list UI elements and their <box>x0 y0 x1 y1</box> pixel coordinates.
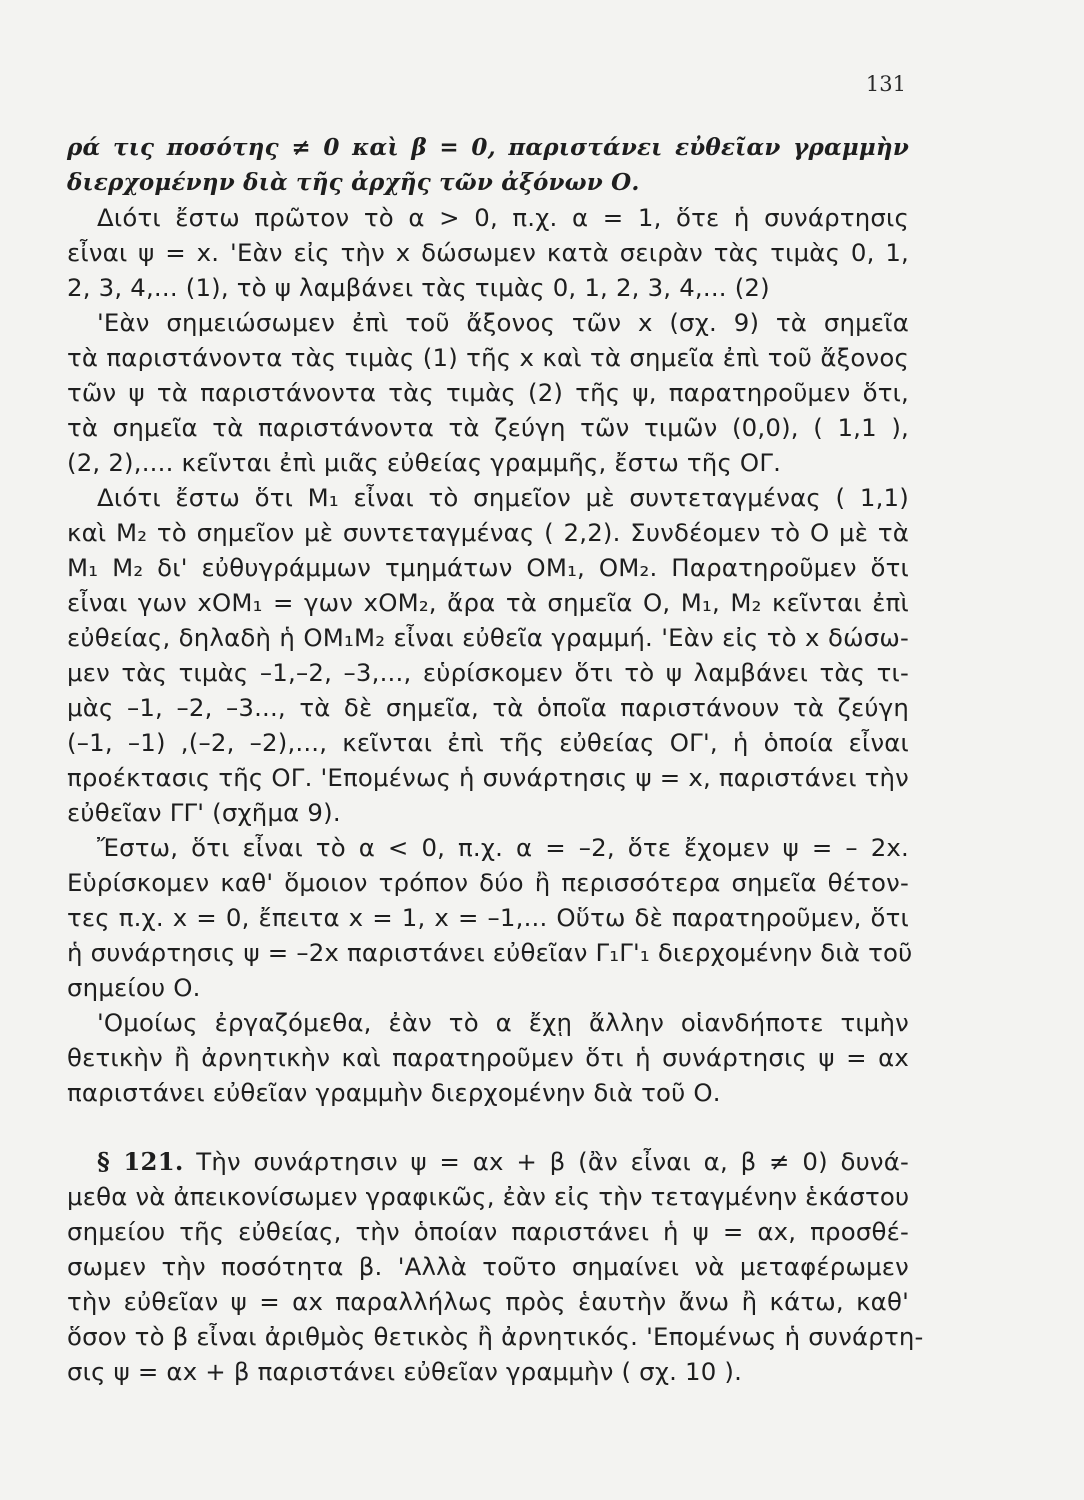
main-text-block <box>67 130 913 1110</box>
section-text-line: ὅσον τὸ β εἶναι ἀριθμὸς θετικὸς ἢ ἀρνητικός. 'Επομένως ἡ συνάρτη- <box>67 1322 924 1351</box>
text-line: Διότι ἔστω πρῶτον τὸ α > 0, π.χ. α = 1, ὅτε ἡ συνάρτησις <box>97 203 909 232</box>
text-line: Εὑρίσκομεν καθ' ὅμοιον τρόπον δύο ἢ περισσότερα σημεῖα θέτον- <box>67 868 909 897</box>
text-line: εὐθεῖαν ΓΓ' (σχῆμα 9). <box>67 798 341 827</box>
text-line: τῶν ψ τὰ παριστάνοντα τὰς τιμὰς (2) τῆς ψ, παρατηροῦμεν ὅτι, <box>67 378 909 407</box>
page-number: 131 <box>865 72 906 96</box>
text-line: σημείου Ο. <box>67 973 201 1002</box>
text-line: τὰ παριστάνοντα τὰς τιμὰς (1) τῆς x καὶ τὰ σημεῖα ἐπὶ τοῦ ἄξονος <box>67 343 909 372</box>
text-line: ρά τις ποσότης ≠ 0 καὶ β = 0, παριστάνει εὐθεῖαν γραμμὴν <box>67 134 909 161</box>
section-text-line: σις ψ = αx + β παριστάνει εὐθεῖαν γραμμὴν ( σχ. 10 ). <box>67 1357 743 1386</box>
text-line: μὰς –1, –2, –3..., τὰ δὲ σημεῖα, τὰ ὁποῖα παριστάνουν τὰ ζεύγη <box>67 693 909 722</box>
text-line: διερχομένην διὰ τῆς ἀρχῆς τῶν ἀξόνων Ο. <box>67 169 640 196</box>
section-text-line: μεθα νὰ ἀπεικονίσωμεν γραφικῶς, ἐὰν εἰς τὴν τεταγμένην ἑκάστου <box>67 1182 910 1211</box>
text-line: καὶ Μ₂ τὸ σημεῖον μὲ συντεταγμένας ( 2,2). Συνδέομεν τὸ Ο μὲ τὰ <box>67 518 909 547</box>
text-line: τὰ σημεῖα τὰ παριστάνοντα τὰ ζεύγη τῶν τιμῶν (0,0), ( 1,1 ), <box>67 413 909 442</box>
text-line: τες π.χ. x = 0, ἔπειτα x = 1, x = –1,... Οὕτω δὲ παρατηροῦμεν, ὅτι <box>67 903 909 932</box>
text-line: θετικὴν ἢ ἀρνητικὴν καὶ παρατηροῦμεν ὅτι ἡ συνάρτησις ψ = αx <box>67 1043 909 1072</box>
text-line: μεν τὰς τιμὰς –1,–2, –3,..., εὑρίσκομεν ὅτι τὸ ψ λαμβάνει τὰς τι- <box>67 658 909 687</box>
section-text-line: τὴν εὐθεῖαν ψ = αx παραλλήλως πρὸς ἑαυτὴν ἄνω ἢ κάτω, καθ' <box>67 1287 909 1316</box>
section-text-line: σημείου τῆς εὐθείας, τὴν ὁποίαν παριστάνει ἡ ψ = αx, προσθέ- <box>67 1217 909 1246</box>
text-line: Μ₁ Μ₂ δι' εὐθυγράμμων τμημάτων ΟΜ₁, ΟΜ₂. Παρατηροῦμεν ὅτι <box>67 553 909 582</box>
text-line: 'Εὰν σημειώσωμεν ἐπὶ τοῦ ἄξονος τῶν x (σχ. 9) τὰ σημεῖα <box>97 308 909 337</box>
text-line: (–1, –1) ,(–2, –2),..., κεῖνται ἐπὶ τῆς εὐθείας ΟΓ', ἡ ὁποία εἶναι <box>67 728 909 757</box>
section-text-line: σωμεν τὴν ποσότητα β. 'Αλλὰ τοῦτο σημαίνει νὰ μεταφέρωμεν <box>67 1252 909 1281</box>
text-line: ἡ συνάρτησις ψ = –2x παριστάνει εὐθεῖαν Γ₁Γ'₁ διερχομένην διὰ τοῦ <box>67 938 913 967</box>
text-line: 2, 3, 4,... (1), τὸ ψ λαμβάνει τὰς τιμὰς 0, 1, 2, 3, 4,... (2) <box>67 273 770 302</box>
text-line: παριστάνει εὐθεῖαν γραμμὴν διερχομένην διὰ τοῦ Ο. <box>67 1078 721 1107</box>
text-line: Ἔστω, ὅτι εἶναι τὸ α < 0, π.χ. α = –2, ὅτε ἔχομεν ψ = – 2x. <box>97 833 909 862</box>
text-line: εἶναι ψ = x. 'Εὰν εἰς τὴν x δώσωμεν κατὰ σειρὰν τὰς τιμὰς 0, 1, <box>67 238 909 267</box>
text-line: εἶναι γων xΟΜ₁ = γων xΟΜ₂, ἄρα τὰ σημεῖα Ο, Μ₁, Μ₂ κεῖνται ἐπὶ <box>67 588 909 617</box>
text-line: Διότι ἔστω ὅτι Μ₁ εἶναι τὸ σημεῖον μὲ συντεταγμένας ( 1,1) <box>97 483 909 512</box>
section-number: § 121. <box>97 1147 184 1176</box>
text-line: εὐθείας, δηλαδὴ ἡ ΟΜ₁Μ₂ εἶναι εὐθεῖα γραμμή. 'Εὰν εἰς τὸ x δώσω- <box>67 623 909 652</box>
section-121-first-line <box>67 1144 909 1179</box>
section-121-block <box>67 1144 924 1389</box>
text-line: 'Ομοίως ἐργαζόμεθα, ἐὰν τὸ α ἔχῃ ἄλλην οἱανδήποτε τιμὴν <box>97 1008 909 1037</box>
section-first-line-text: Τὴν συνάρτησιν ψ = αx + β (ἂν εἶναι α, β ≠ 0) δυνά- <box>196 1147 910 1176</box>
text-line: (2, 2),.... κεῖνται ἐπὶ μιᾶς εὐθείας γραμμῆς, ἔστω τῆς ΟΓ. <box>67 448 782 477</box>
text-line: προέκτασις τῆς ΟΓ. 'Επομένως ἡ συνάρτησις ψ = x, παριστάνει τὴν <box>67 763 910 792</box>
